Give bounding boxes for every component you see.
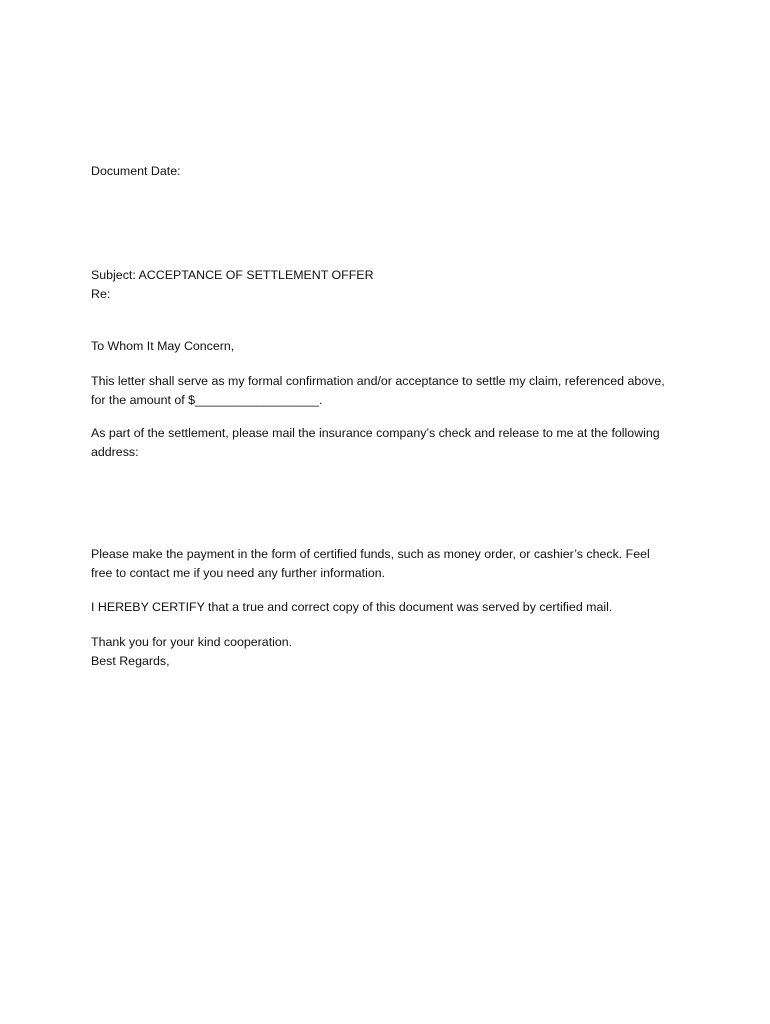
paragraph-confirmation-line-2: for the amount of $__________________.: [91, 393, 323, 407]
paragraph-payment-line-2: free to contact me if you need any further information.: [91, 566, 386, 580]
closing-line: Best Regards,: [91, 654, 170, 668]
paragraph-mailing-line-1: As part of the settlement, please mail the insurance company’s check and release to me at the following: [91, 426, 660, 440]
re-label: Re:: [91, 287, 111, 301]
certification-statement: I HEREBY CERTIFY that a true and correct copy of this document was served by certified mail.: [91, 600, 613, 614]
paragraph-mailing-line-2: address:: [91, 445, 139, 459]
subject-line: Subject: ACCEPTANCE OF SETTLEMENT OFFER: [91, 268, 374, 282]
document-date-label: Document Date:: [91, 164, 181, 178]
paragraph-confirmation-line-1: This letter shall serve as my formal confirmation and/or acceptance to settle my claim, referenced above,: [91, 374, 665, 388]
paragraph-payment-line-1: Please make the payment in the form of certified funds, such as money order, or cashier’s check. Feel: [91, 547, 650, 561]
salutation: To Whom It May Concern,: [91, 339, 235, 353]
thanks-line: Thank you for your kind cooperation.: [91, 635, 293, 649]
